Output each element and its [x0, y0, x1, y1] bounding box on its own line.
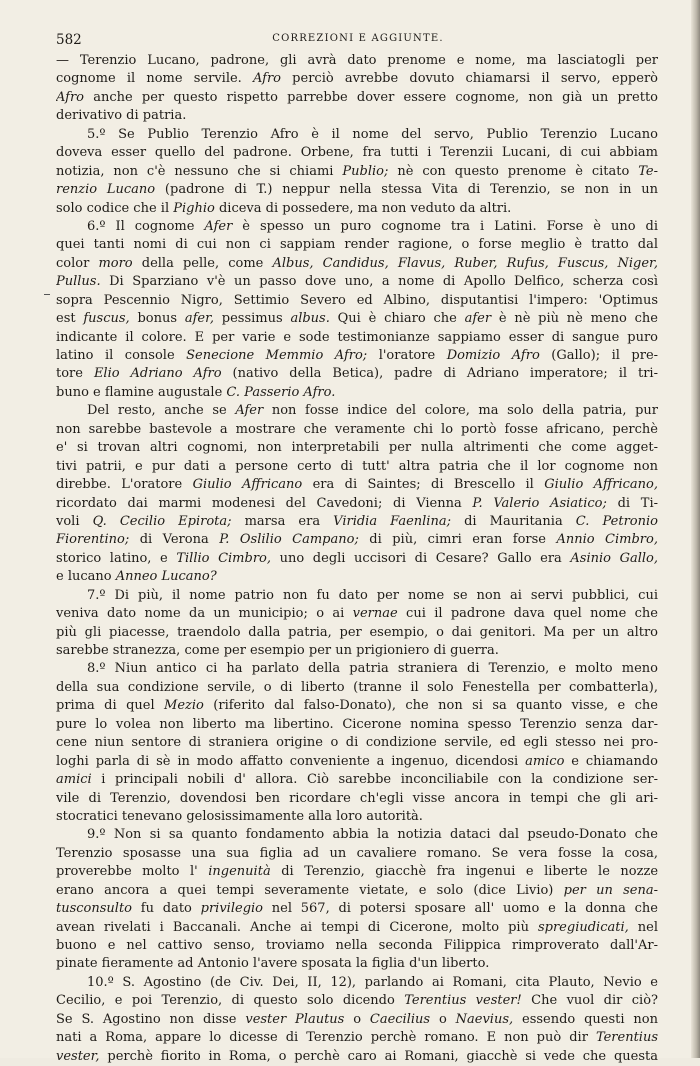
italic-text: amico [525, 753, 565, 769]
text-run: non sarebbe bastevole a mostrare che veramente chi lo portò fosse africano, perchè [56, 421, 658, 437]
text-line [56, 697, 658, 715]
italic-text: Elio Adriano Afro [93, 366, 222, 382]
text-line [56, 89, 658, 107]
text-run: di Mauritania [450, 513, 576, 529]
text-line [56, 384, 658, 402]
body-text [56, 52, 658, 1066]
italic-text: Giulio Affricano, [544, 477, 658, 493]
text-run: di Verona [129, 532, 220, 548]
text-run: pinate fieramente ad Antonio l'avere sposata la figlia d'un liberto. [56, 956, 490, 972]
text-line [56, 402, 658, 420]
text-line [56, 513, 658, 531]
text-run: e' si trovan altri cognomi, non interpretabili per nulla altrimenti che come agget- [56, 440, 658, 456]
italic-text: Q. Cecilio Epirota; [92, 513, 232, 529]
text-run: tivi patrii, e pur dati a persone certo di tutt' altra patria che il lor cognome non [56, 458, 658, 474]
text-line [56, 126, 658, 144]
text-run: di più, cimri eran forse [358, 532, 557, 548]
text-run: era di Saintes; di Brescello il [302, 477, 545, 493]
text-run: proverebbe molto l' [56, 864, 209, 880]
text-run: (Gallo); il pre- [539, 348, 658, 363]
text-line [56, 1029, 658, 1047]
text-run: tore [56, 366, 94, 382]
text-run: sarebbe stranezza, come per esempio per un prigioniero di guerra. [56, 643, 499, 658]
text-line [56, 107, 658, 125]
text-line [56, 458, 658, 476]
text-run: cui il padrone dava quel nome che [397, 606, 658, 622]
text-line [56, 292, 658, 310]
italic-text: renzio Lucano [56, 182, 156, 198]
text-line [56, 236, 658, 254]
italic-text: Fiorentino; [56, 532, 130, 548]
italic-text: afer [464, 311, 492, 327]
text-run: indicante il colore. E per varie e sode testimonianze sappiamo esser di sangue puro [56, 329, 658, 345]
text-line [56, 273, 658, 291]
italic-text: Albus, Candidus, Flavus, Ruber, Rufus, Fuscus, Niger, [272, 255, 658, 271]
text-run: (padrone di T.) neppur nella stessa Vita di Terenzio, se non in un [155, 182, 658, 198]
text-run: cene niun sentore di straniera origine o di condizione servile, ed egli stesso nei pro- [56, 735, 658, 751]
text-run: buono e nel cattivo senso, troviamo nella seconda Filippica rimproverato dall'Ar- [56, 938, 658, 953]
text-run: e lucano [56, 569, 116, 585]
text-line [56, 181, 658, 199]
text-line [56, 587, 658, 605]
text-line [56, 642, 658, 660]
text-run: color [56, 255, 99, 271]
italic-text: Terentius vester! [404, 993, 522, 1009]
text-line [56, 347, 658, 365]
text-run: latino il console [56, 348, 187, 363]
text-run: (riferito dal falso-Donato), che non si sa quanto visse, e che [203, 698, 658, 714]
text-run: pessimus [214, 311, 291, 327]
text-run: solo codice che il [56, 200, 174, 216]
italic-text: Anneo Lucano? [115, 569, 217, 585]
italic-text: albus. [290, 311, 330, 327]
text-run: voli [56, 513, 93, 529]
page-header [56, 32, 660, 50]
italic-text: Domizio Afro [446, 348, 540, 363]
text-run: marsa era [231, 513, 334, 529]
text-run: perchè fiorito in Roma, o perchè caro ai Romani, giacchè si vede che questa [99, 1048, 658, 1064]
text-run: stocratici tenevano gelosissimamente alla loro autorità. [56, 808, 423, 824]
text-run: — Terenzio Lucano, padrone, gli avrà dato prenome e nome, ma lasciatogli per [56, 53, 658, 68]
text-run: doveva esser quello del padrone. Orbene, fra tutti i Terenzii Lucani, di cui abbiam [56, 145, 658, 161]
text-run: avean rivelati i Baccanali. Anche ai tempi di Cicerone, molto più [56, 919, 538, 935]
text-run: e chiamando [564, 753, 658, 769]
page-edge [691, 0, 700, 1058]
italic-text: Afro [252, 71, 281, 87]
text-run: perciò avrebbe dovuto chiamarsi il servo, epperò [281, 71, 658, 87]
text-line [56, 568, 658, 586]
italic-text: Te- [638, 163, 658, 179]
text-line [56, 163, 658, 181]
text-line [56, 734, 658, 752]
text-line [56, 495, 658, 513]
italic-text: Pullus. [56, 274, 101, 290]
text-run: bonus [129, 311, 185, 327]
page-number: 582 [56, 32, 82, 48]
text-run: l'oratore [367, 348, 447, 363]
text-run: non fosse indice del colore, ma solo della patria, pur [263, 403, 658, 419]
text-run: uno degli uccisori di Cesare? Gallo era [271, 550, 571, 566]
text-line [56, 421, 658, 439]
italic-text: fuscus, [83, 311, 130, 327]
text-line [56, 937, 658, 955]
text-run: ricordato dai marmi modenesi del Cavedoni; di Vienna [56, 495, 473, 511]
text-line [56, 808, 658, 826]
italic-text: vernae [352, 606, 398, 622]
text-line [56, 550, 658, 568]
text-line [56, 605, 658, 623]
text-run: derivativo di patria. [56, 108, 187, 124]
italic-text: Terentius [595, 1030, 658, 1046]
text-run: nel [628, 919, 658, 935]
text-line [56, 679, 658, 697]
text-run: della sua condizione servile, o di liberto (tranne il solo Fenestella per combatterla), [56, 679, 658, 695]
italic-text: Asinio Gallo, [570, 550, 658, 566]
italic-text: P. Oslilio Campano; [219, 532, 359, 548]
text-line [56, 771, 658, 789]
text-line [56, 365, 658, 383]
text-run: fu dato [132, 901, 201, 917]
text-run: 9.º Non si sa quanto fondamento abbia la notizia dataci dal pseudo-Donato che [87, 827, 658, 843]
italic-text: vester Plautus [245, 1011, 345, 1027]
text-line [56, 144, 658, 162]
text-run: quei tanti nomi di cui non ci sappiam render ragione, o forse meglio è tratto dal [56, 237, 658, 253]
text-run: sopra Pescennio Nigro, Settimio Severo ed Albino, disputantisi l'impero: 'Optimus [56, 292, 658, 308]
italic-text: Tillio Cimbro, [176, 550, 272, 566]
margin-mark [44, 294, 50, 295]
text-run: buno e flamine augustale [56, 384, 227, 400]
text-line [56, 476, 658, 494]
text-run: Del resto, anche se [87, 403, 236, 419]
text-run: Terenzio sposasse una sua figlia ad un cavaliere romano. Se vera fosse la cosa, [56, 845, 658, 861]
text-run: est [56, 311, 84, 327]
running-head: CORREZIONI E AGGIUNTE. [272, 33, 444, 44]
text-run: è nè più nè meno che [491, 311, 658, 327]
italic-text: Viridia Faenlina; [333, 513, 451, 529]
text-run: diceva di possedere, ma non veduto da altri. [214, 200, 512, 216]
text-run: erano ancora a quei tempi severamente vietate, e solo (dice Livio) [56, 882, 564, 898]
text-run: nel 567, di potersi sposare all' uomo e la donna che [263, 901, 658, 917]
text-run: veniva dato nome da un municipio; o ai [56, 606, 353, 622]
text-run: storico latino, e [56, 550, 177, 566]
text-run: cognome il nome servile. [56, 71, 253, 87]
text-run: di Ti- [606, 495, 658, 511]
text-line [56, 70, 658, 88]
text-run: della pelle, come [132, 255, 273, 271]
text-run: 8.º Niun antico ci ha parlato della patria straniera di Terenzio, e molto meno [87, 661, 658, 677]
text-run: Di Sparziano v'è un passo dove uno, a nome di Apollo Delfico, scherza così [100, 274, 658, 290]
italic-text: Mezio [164, 698, 204, 714]
italic-text: amici [56, 772, 92, 788]
text-run: Se S. Agostino non disse [56, 1011, 246, 1027]
italic-text: Pighio [173, 200, 215, 216]
text-line [56, 716, 658, 734]
text-line [56, 845, 658, 863]
text-run: Cecilio, e poi Terenzio, di questo solo dicendo [56, 993, 405, 1009]
italic-text: Giulio Affricano [192, 477, 303, 493]
text-line [56, 919, 658, 937]
text-run: Che vuol dir ciò? [521, 993, 658, 1009]
text-run: loghi parla di sè in modo affatto conveniente a ingenuo, dicendosi [56, 753, 526, 769]
text-line [56, 329, 658, 347]
text-run: essendo questi non [513, 1011, 658, 1027]
italic-text: Naevius, [455, 1011, 514, 1027]
text-run: di Terenzio, giacchè fra ingenui e liberte le nozze [270, 864, 658, 880]
text-line [56, 439, 658, 457]
italic-text: Afer [235, 403, 264, 419]
text-run: o [430, 1011, 456, 1027]
italic-text: ingenuità [208, 864, 271, 880]
text-line [56, 1011, 658, 1029]
italic-text: Afer [204, 218, 233, 234]
italic-text: moro [98, 255, 133, 271]
text-run: Qui è chiaro che [329, 311, 465, 327]
italic-text: spregiudicati, [537, 919, 629, 935]
italic-text: privilegio [200, 901, 263, 917]
text-run: 6.º Il cognome [87, 218, 205, 234]
text-line [56, 900, 658, 918]
text-line [56, 531, 658, 549]
text-run: più gli piacesse, traendolo dalla patria, per esempio, o dai genitori. Ma per un altro [56, 624, 658, 640]
text-line [56, 863, 658, 881]
text-run: anche per questo rispetto parrebbe dover essere cognome, non già un pretto [84, 89, 658, 105]
text-run: 10.º S. Agostino (de Civ. Dei, II, 12), parlando ai Romani, cita Plauto, Nevio e [87, 974, 658, 990]
text-run: notizia, non c'è nessuno che si chiami [56, 163, 343, 179]
text-line [56, 974, 658, 992]
text-line [56, 1048, 658, 1066]
text-line [56, 790, 658, 808]
text-run: prima di quel [56, 698, 165, 714]
text-line [56, 955, 658, 973]
italic-text: tusconsulto [56, 901, 133, 917]
text-run: i principali nobili d' allora. Ciò sarebbe inconciliabile con la condizione ser- [91, 772, 658, 788]
text-run: o [344, 1011, 370, 1027]
text-run: nati a Roma, appare lo dicesse di Terenzio perchè romano. E non può dir [56, 1030, 596, 1046]
text-line [56, 882, 658, 900]
italic-text: Caecilius [369, 1011, 431, 1027]
text-line [56, 200, 658, 218]
text-line [56, 218, 658, 236]
italic-text: Publio; [342, 163, 389, 179]
text-run: nè con questo prenome è citato [388, 163, 639, 179]
text-run: (nativo della Betica), padre di Adriano imperatore; il tri- [221, 366, 658, 382]
text-line [56, 310, 658, 328]
text-line [56, 826, 658, 844]
text-line [56, 992, 658, 1010]
text-line [56, 255, 658, 273]
text-line [56, 624, 658, 642]
italic-text: P. Valerio Asiatico; [472, 495, 607, 511]
italic-text: vester, [56, 1048, 100, 1064]
italic-text: C. Petronio [575, 513, 658, 529]
text-run: vile di Terenzio, dovendosi ben ricordare ch'egli visse ancora in tempi che gli ari- [56, 790, 658, 806]
italic-text: C. Passerio Afro. [226, 384, 336, 400]
text-run: 7.º Di più, il nome patrio non fu dato per nome se non ai servi pubblici, cui [87, 587, 658, 603]
italic-text: Annio Cimbro, [556, 532, 658, 548]
text-run: è spesso un puro cognome tra i Latini. Forse è uno di [232, 218, 658, 234]
text-run: pure lo volea non liberto ma libertino. Cicerone nomina spesso Terenzio senza dar- [56, 716, 658, 732]
text-line [56, 660, 658, 678]
italic-text: Senecione Memmio Afro; [186, 348, 368, 363]
italic-text: afer, [184, 311, 214, 327]
text-run: 5.º Se Publio Terenzio Afro è il nome del servo, Publio Terenzio Lucano [87, 126, 658, 142]
italic-text: Afro [56, 89, 85, 105]
italic-text: per un sena- [563, 882, 658, 898]
text-line [56, 753, 658, 771]
text-line [56, 52, 658, 70]
text-run: direbbe. L'oratore [56, 477, 193, 493]
